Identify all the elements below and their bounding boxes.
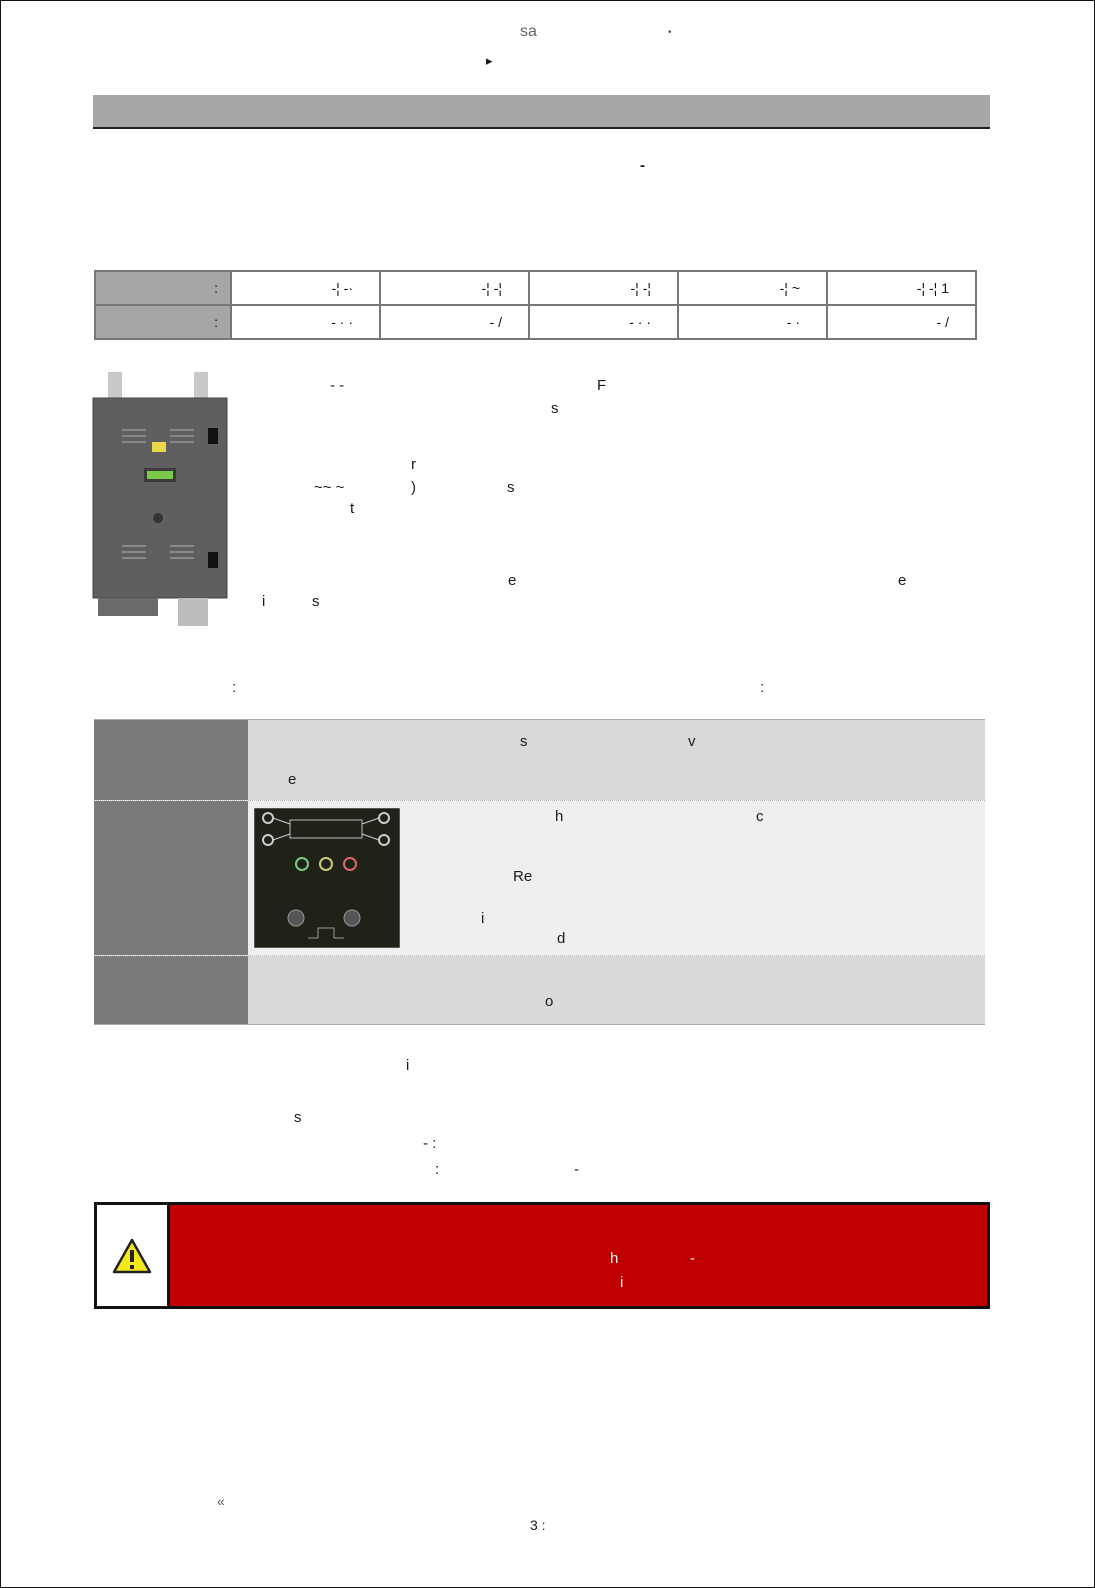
table-header-cell: :: [95, 305, 231, 339]
text-fragment: ~~ ~: [314, 479, 345, 496]
row-label-cell: [94, 720, 248, 800]
text-fragment: - -: [330, 377, 345, 394]
warning-box: [94, 1202, 990, 1309]
text-fragment: - :: [423, 1135, 437, 1152]
table-row: [95, 271, 976, 305]
text-fragment: s: [294, 1109, 302, 1126]
table-row: [94, 720, 985, 800]
footer-logo: «: [217, 1493, 225, 1509]
text-fragment: o: [545, 993, 554, 1010]
warning-icon: [112, 1238, 152, 1274]
text-fragment: t: [350, 500, 355, 517]
text-fragment: e: [898, 572, 907, 589]
table-cell: -¦ ~: [678, 271, 827, 305]
device-photo: [88, 370, 238, 632]
table-cell: -¦ -¦: [529, 271, 678, 305]
text-fragment: i: [406, 1057, 410, 1074]
warning-icon-box: [97, 1205, 170, 1306]
row-body-cell: [248, 720, 985, 800]
table-cell: -¦ -·: [231, 271, 380, 305]
control-panel-image: [254, 808, 400, 948]
row-label-cell: [94, 956, 248, 1024]
table-row: [95, 305, 976, 339]
table-cell: - ·: [678, 305, 827, 339]
table-cell: -¦ -¦: [380, 271, 529, 305]
text-fragment: e: [288, 771, 297, 788]
text-fragment: s: [551, 400, 559, 417]
text-fragment: c: [756, 808, 764, 825]
caption-colon: :: [760, 679, 765, 696]
text-fragment: Re: [513, 868, 533, 885]
text-fragment: i: [262, 593, 266, 610]
row-label-cell: [94, 801, 248, 955]
text-fragment: h: [555, 808, 564, 825]
text-fragment: s: [312, 593, 320, 610]
section-mark: -: [640, 157, 645, 174]
text-fragment: v: [688, 733, 696, 750]
table-row: [94, 955, 985, 1024]
page-number: 3 :: [530, 1517, 546, 1533]
row-body-cell: [248, 956, 985, 1024]
row-body-cell: [248, 801, 985, 955]
spec-table: [94, 270, 977, 340]
text-fragment: s: [507, 479, 515, 496]
header-fragment: ▸: [486, 53, 493, 68]
text-fragment: h: [610, 1250, 619, 1267]
text-fragment: :: [435, 1161, 440, 1178]
text-fragment: -: [690, 1250, 695, 1267]
text-fragment: i: [481, 910, 485, 927]
warning-message: [170, 1205, 987, 1306]
header-fragment: •: [668, 27, 672, 38]
text-fragment: i: [620, 1274, 624, 1291]
text-fragment: r: [411, 456, 416, 473]
table-cell: -¦ -¦ 1: [827, 271, 976, 305]
section-heading-bar: [93, 95, 990, 129]
caption-colon: :: [232, 679, 237, 696]
text-fragment: s: [520, 733, 528, 750]
table-cell: - · ·: [529, 305, 678, 339]
text-fragment: -: [574, 1161, 579, 1178]
header-fragment: sa: [520, 23, 537, 40]
table-cell: - /: [827, 305, 976, 339]
table-header-cell: :: [95, 271, 231, 305]
table-cell: - · ·: [231, 305, 380, 339]
text-fragment: F: [597, 377, 607, 394]
text-fragment: e: [508, 572, 517, 589]
text-fragment: ): [411, 479, 416, 496]
text-fragment: d: [557, 930, 566, 947]
feature-table: [94, 719, 985, 1025]
table-cell: - /: [380, 305, 529, 339]
table-row: [94, 800, 985, 955]
